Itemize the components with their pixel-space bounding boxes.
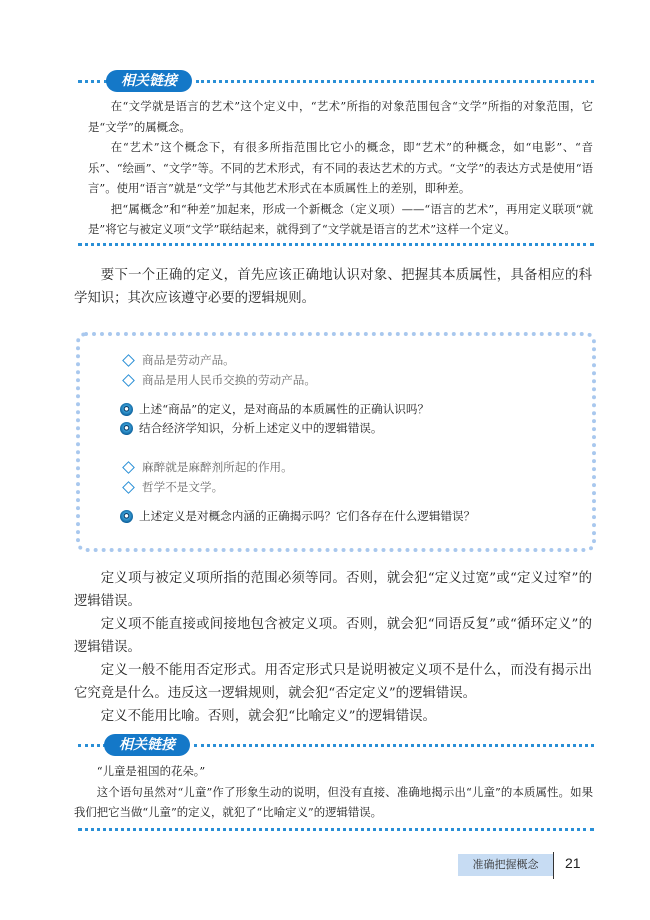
question-item bbox=[120, 508, 475, 524]
question-item bbox=[120, 420, 382, 436]
example-text: 商品是劳动产品。 bbox=[142, 353, 235, 367]
example-item bbox=[120, 459, 293, 475]
question-item bbox=[120, 401, 429, 417]
example-text: 商品是用人民币交换的劳动产品。 bbox=[142, 373, 316, 387]
example-item bbox=[120, 352, 235, 368]
body-text bbox=[74, 567, 592, 728]
diamond-bullet-icon bbox=[122, 481, 135, 494]
dotted-divider bbox=[78, 243, 594, 246]
ball-bullet-icon bbox=[120, 510, 133, 523]
diamond-bullet-icon bbox=[122, 461, 135, 474]
example-item bbox=[120, 479, 223, 495]
paragraph: 在“文学就是语言的艺术”这个定义中，“艺术”所指的对象范围包含“文学”所指的对象范围，它是“文学”的属概念。 bbox=[88, 99, 593, 134]
related-links-heading: 相关链接 bbox=[106, 70, 192, 92]
related-links-text bbox=[88, 96, 593, 240]
paragraph: 把“属概念”和“种差”加起来，形成一个新概念（定义项）——“语言的艺术”，再用定义联项“就是”将它与被定义项“文学”联结起来，就得到了“文学就是语言的艺术”这样一个定义。 bbox=[88, 201, 593, 236]
page-number: 21 bbox=[565, 855, 581, 871]
dotted-divider bbox=[196, 80, 594, 83]
example-text: 哲学不是文学。 bbox=[142, 480, 224, 494]
dotted-divider bbox=[194, 744, 594, 747]
paragraph: 定义项不能直接或间接地包含被定义项。否则，就会犯“同语反复”或“循环定义”的逻辑错误。 bbox=[74, 617, 592, 655]
ball-bullet-icon bbox=[120, 403, 133, 416]
dotted-divider bbox=[78, 80, 108, 83]
paragraph: 定义不能用比喻。否则，就会犯“比喻定义”的逻辑错误。 bbox=[100, 709, 436, 724]
example-text: 麻醉就是麻醉剂所起的作用。 bbox=[142, 460, 293, 474]
paragraph: 要下一个正确的定义，首先应该正确地认识对象、把握其本质属性，具备相应的科学知识；其次应该遵守必要的逻辑规则。 bbox=[74, 268, 592, 306]
question-text: 上述“商品”的定义，是对商品的本质属性的正确认识吗？ bbox=[139, 402, 430, 416]
paragraph: 定义一般不能用否定形式。用否定形式只是说明被定义项不是什么，而没有揭示出它究竟是什么。违反这一逻辑规则，就会犯“否定定义”的逻辑错误。 bbox=[74, 663, 592, 701]
body-text bbox=[74, 264, 592, 310]
question-text: 结合经济学知识，分析上述定义中的逻辑错误。 bbox=[139, 421, 383, 435]
paragraph: “儿童是祖国的花朵。” bbox=[96, 764, 206, 778]
footer-divider bbox=[553, 852, 554, 879]
dotted-divider bbox=[78, 744, 106, 747]
related-links-heading: 相关链接 bbox=[104, 734, 190, 756]
example-item bbox=[120, 372, 316, 388]
diamond-bullet-icon bbox=[122, 374, 135, 387]
paragraph: 这个语句虽然对“儿童”作了形象生动的说明，但没有直接、准确地揭示出“儿童”的本质属性。如果我们把它当做“儿童”的定义，就犯了“比喻定义”的逻辑错误。 bbox=[74, 784, 593, 819]
question-text: 上述定义是对概念内涵的正确揭示吗？它们各存在什么逻辑错误？ bbox=[139, 509, 476, 523]
dotted-divider bbox=[78, 828, 594, 831]
diamond-bullet-icon bbox=[122, 354, 135, 367]
ball-bullet-icon bbox=[120, 422, 133, 435]
chapter-label: 准确把握概念 bbox=[458, 854, 553, 876]
paragraph: 定义项与被定义项所指的范围必须等同。否则，就会犯“定义过宽”或“定义过窄”的逻辑错误。 bbox=[74, 571, 592, 609]
related-links-text bbox=[74, 761, 593, 823]
paragraph: 在“艺术”这个概念下，有很多所指范围比它小的概念，即“艺术”的种概念，如“电影”、“音乐”、“绘画”、“文学”等。不同的艺术形式，有不同的表达艺术的方式。“文学”的表达方式是使用“语言”。使用“语言”就是“文学”与其他艺术形式在本质属性上的差别，即种差。 bbox=[88, 140, 593, 195]
